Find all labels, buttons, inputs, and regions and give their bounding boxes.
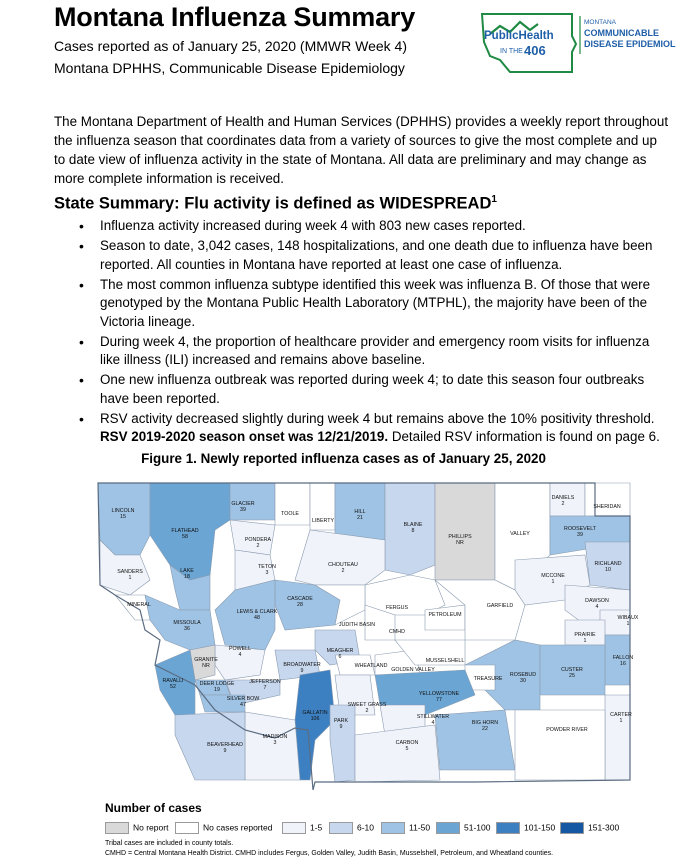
summary-bullet: • One new influenza outbreak was reported during week 4; to date this season four outbreaks have been reported. <box>80 371 672 408</box>
montana-county-map <box>95 480 639 798</box>
county-value: 1 <box>619 718 623 724</box>
county-label <box>281 511 299 517</box>
county-label <box>593 504 621 510</box>
county-name: TREASURE <box>473 676 503 682</box>
county-label <box>474 676 503 682</box>
logo-side3: DISEASE EPIDEMIOL <box>584 39 676 49</box>
county-name: LAKE <box>180 568 194 574</box>
county-value: 2 <box>365 708 369 714</box>
county-value: 25 <box>569 673 575 679</box>
footnote-cmhd: CMHD = Central Montana Health District. CMHD includes Fergus, Golden Valley, Judith Basin, Musselshell, Petroleum, and Wheatland counties. <box>105 850 554 857</box>
county-name: GALLATIN <box>302 710 328 716</box>
legend-label: 1-5 <box>310 822 323 833</box>
county-label <box>389 629 405 635</box>
county-name: DEER LODGE <box>199 681 235 687</box>
page-title: Montana Influenza Summary <box>54 2 416 32</box>
county-value: 1 <box>128 575 132 581</box>
summary-bullet: • Influenza activity increased during week 4 with 803 new cases reported. <box>80 217 672 236</box>
logo-line3: 406 <box>524 43 546 58</box>
legend-label: No cases reported <box>203 822 273 833</box>
county-value: 2 <box>256 543 260 549</box>
county-shape <box>605 695 630 780</box>
legend-swatch <box>282 822 306 834</box>
rsv-text: RSV activity decreased slightly during week 4 but remains above the 10% positivity threshold. <box>100 410 655 426</box>
department-line: Montana DPHHS, Communicable Disease Epidemiology <box>54 60 405 76</box>
county-name: CMHD <box>389 629 405 635</box>
county-name: JUDITH BASIN <box>338 622 376 628</box>
summary-bullet: • The most common influenza subtype identified this week was influenza B. Of those that were genotyped by the Montana Public Health Laboratory (MTPHL), the majority have been of the Victoria lineage. <box>80 276 672 332</box>
county-value: 9 <box>300 668 304 674</box>
intro-paragraph: The Montana Department of Health and Human Services (DPHHS) provides a weekly report throughout the influenza season that coordinates data from a variety of sources to give the most complete and up to date view of influenza activity in the state of Montana. All data are preliminary and may change as more complete information is received. <box>54 114 669 186</box>
county-value: 22 <box>482 726 488 732</box>
county-label <box>546 727 588 733</box>
county-name: PARK <box>333 718 349 724</box>
county-name: CHOUTEAU <box>328 562 358 568</box>
county-name: MEAGHER <box>326 648 354 654</box>
county-name: DANIELS <box>551 495 575 501</box>
county-name: BIG HORN <box>471 720 499 726</box>
county-name: GRANITE <box>194 657 218 663</box>
county-value: 1 <box>583 638 587 644</box>
county-value: 2 <box>561 501 565 507</box>
county-name: SILVER BOW <box>226 696 260 702</box>
county-name: ROOSEVELT <box>564 526 596 532</box>
county-name: YELLOWSTONE <box>418 691 460 697</box>
legend-label: 6-10 <box>357 822 375 833</box>
county-shape <box>355 725 440 782</box>
county-shape <box>385 483 435 575</box>
county-value: NR <box>202 663 210 669</box>
logo-side1: MONTANA <box>584 19 617 26</box>
county-label <box>487 603 514 609</box>
county-value: 18 <box>184 574 190 580</box>
county-label <box>386 605 409 611</box>
county-name: LINCOLN <box>111 508 135 514</box>
county-shape <box>435 483 495 580</box>
figure-title: Figure 1. Newly reported influenza cases as of January 25, 2020 <box>141 451 546 466</box>
summary-bullet-list <box>80 217 672 448</box>
legend-swatch <box>560 822 584 834</box>
legend-item-1-5 <box>282 822 322 834</box>
county-value: 19 <box>214 687 220 693</box>
county-name: VALLEY <box>510 531 530 537</box>
county-shape <box>295 670 335 780</box>
county-label <box>429 612 462 618</box>
summary-heading <box>54 194 497 214</box>
county-label <box>339 622 375 628</box>
county-value: 16 <box>620 661 626 667</box>
legend-label: No report <box>133 822 169 833</box>
county-name: LIBERTY <box>312 518 334 524</box>
county-value: 3 <box>273 740 277 746</box>
county-value: 30 <box>520 678 526 684</box>
county-shape <box>515 710 605 780</box>
summary-bullet-rsv <box>80 410 672 447</box>
legend-swatch <box>381 822 405 834</box>
legend-item-51-100 <box>436 822 490 834</box>
county-name: RICHLAND <box>594 561 622 567</box>
county-value: 1 <box>626 621 630 627</box>
county-name: DAWSON <box>585 598 609 604</box>
county-name: SHERIDAN <box>593 504 621 510</box>
legend-label: 11-50 <box>409 822 431 833</box>
county-name: POWELL <box>228 646 252 652</box>
county-name: FERGUS <box>385 605 409 611</box>
county-name: RAVALLI <box>162 678 184 684</box>
county-name: PRAIRIE <box>574 632 596 638</box>
county-label <box>312 518 334 524</box>
county-name: TETON <box>258 564 276 570</box>
legend-label: 101-150 <box>524 822 556 833</box>
county-name: BLAINE <box>403 522 423 528</box>
county-value: 39 <box>240 507 246 513</box>
county-name: BROADWATER <box>283 662 321 668</box>
county-shape <box>215 580 275 650</box>
county-label <box>127 602 151 608</box>
summary-bullet: • Season to date, 3,042 cases, 148 hospitalizations, and one death due to influenza have been reported. All counties in Montana have reported at least one case of influenza. <box>80 237 672 274</box>
county-name: GOLDEN VALLEY <box>391 667 435 673</box>
county-name: MINERAL <box>127 602 151 608</box>
logo-side2: COMMUNICABLE <box>584 28 659 38</box>
legend-swatch <box>105 822 129 834</box>
county-name: JEFFERSON <box>249 679 281 685</box>
county-name: MADISON <box>262 734 288 740</box>
county-label <box>391 667 435 673</box>
county-value: 58 <box>182 534 188 540</box>
county-shape <box>585 483 630 516</box>
county-label <box>355 663 388 669</box>
legend-swatch <box>329 822 353 834</box>
county-name: FLATHEAD <box>171 528 199 534</box>
county-value: 4 <box>595 604 599 610</box>
county-name: STILLWATER <box>416 714 450 720</box>
legend-item-101-150 <box>496 822 555 834</box>
county-value: 1 <box>551 579 555 585</box>
county-value: 4 <box>431 720 435 726</box>
county-name: MISSOULA <box>173 620 201 626</box>
county-name: FALLON <box>612 655 634 661</box>
county-name: PETROLEUM <box>428 612 462 618</box>
county-value: 106 <box>310 716 320 722</box>
summary-heading-text: State Summary: Flu activity is defined as WIDESPREAD <box>54 194 492 213</box>
county-value: 36 <box>184 626 190 632</box>
county-name: ROSEBUD <box>509 672 537 678</box>
logo-line1: PublicHealth <box>484 30 554 42</box>
county-value: 8 <box>411 528 415 534</box>
county-value: 10 <box>605 567 611 573</box>
county-value: 5 <box>405 746 409 752</box>
footnote-tribal: Tribal cases are included in county totals. <box>105 840 234 847</box>
county-name: PHILLIPS <box>448 534 472 540</box>
legend-item-no-report <box>105 822 168 834</box>
legend-item-no-cases <box>175 822 272 834</box>
county-name: TOOLE <box>281 511 299 517</box>
county-name: CARTER <box>610 712 632 718</box>
county-shape <box>330 705 355 782</box>
county-name: BEAVERHEAD <box>207 742 243 748</box>
county-value: 9 <box>223 748 227 754</box>
summary-heading-footnote: 1 <box>491 194 497 205</box>
county-name: SWEET GRASS <box>347 702 387 708</box>
county-name: PONDERA <box>244 537 272 543</box>
county-name: WIBAUX <box>617 615 639 621</box>
county-label <box>426 658 465 664</box>
legend-item-6-10 <box>329 822 374 834</box>
county-name: POWDER RIVER <box>546 727 588 733</box>
county-name: MUSSELSHELL <box>425 658 465 664</box>
legend-label: 51-100 <box>464 822 491 833</box>
county-name: GARFIELD <box>486 603 514 609</box>
county-shape <box>295 530 385 585</box>
county-shape <box>275 483 310 525</box>
county-name: GLACIER <box>231 501 255 507</box>
county-value: 7 <box>263 685 267 691</box>
county-value: 77 <box>436 697 442 703</box>
county-value: 21 <box>357 515 363 521</box>
county-label <box>510 531 530 537</box>
county-value: 4 <box>238 652 242 658</box>
rsv-onset: RSV 2019-2020 season onset was 12/21/2019. <box>100 429 389 444</box>
legend-item-151-300 <box>560 822 619 834</box>
county-value: 39 <box>577 532 583 538</box>
county-name: CUSTER <box>561 667 583 673</box>
logo-line2: IN THE <box>500 48 523 55</box>
county-name: CASCADE <box>287 596 313 602</box>
rsv-tail: Detailed RSV information is found on page 6. <box>388 429 660 444</box>
county-value: 2 <box>341 568 345 574</box>
county-name: MCCONE <box>541 573 565 579</box>
report-date: Cases reported as of January 25, 2020 (MMWR Week 4) <box>54 38 408 54</box>
public-health-406-logo <box>480 12 687 74</box>
legend-label: 151-300 <box>588 822 620 833</box>
county-value: 3 <box>265 570 269 576</box>
legend-swatch <box>496 822 520 834</box>
county-value: NR <box>456 540 464 546</box>
county-name: HILL <box>354 509 366 515</box>
county-value: 48 <box>254 615 260 621</box>
summary-bullet: • During week 4, the proportion of healthcare provider and emergency room visits for influenza like illness (ILI) increased and remains above baseline. <box>80 333 672 370</box>
county-name: SANDERS <box>117 569 143 575</box>
county-value: 52 <box>170 684 176 690</box>
county-name: WHEATLAND <box>354 663 388 669</box>
county-value: 9 <box>339 724 343 730</box>
county-value: 28 <box>297 602 303 608</box>
county-value: 47 <box>240 702 246 708</box>
county-name: CARBON <box>395 740 419 746</box>
legend-swatch <box>436 822 460 834</box>
county-name: LEWIS & CLARK <box>236 609 278 615</box>
county-value: 6 <box>338 654 342 660</box>
legend-swatch <box>175 822 199 834</box>
county-value: 15 <box>120 514 126 520</box>
legend-item-11-50 <box>381 822 430 834</box>
legend-title: Number of cases <box>105 801 202 815</box>
county-shape <box>245 712 300 780</box>
